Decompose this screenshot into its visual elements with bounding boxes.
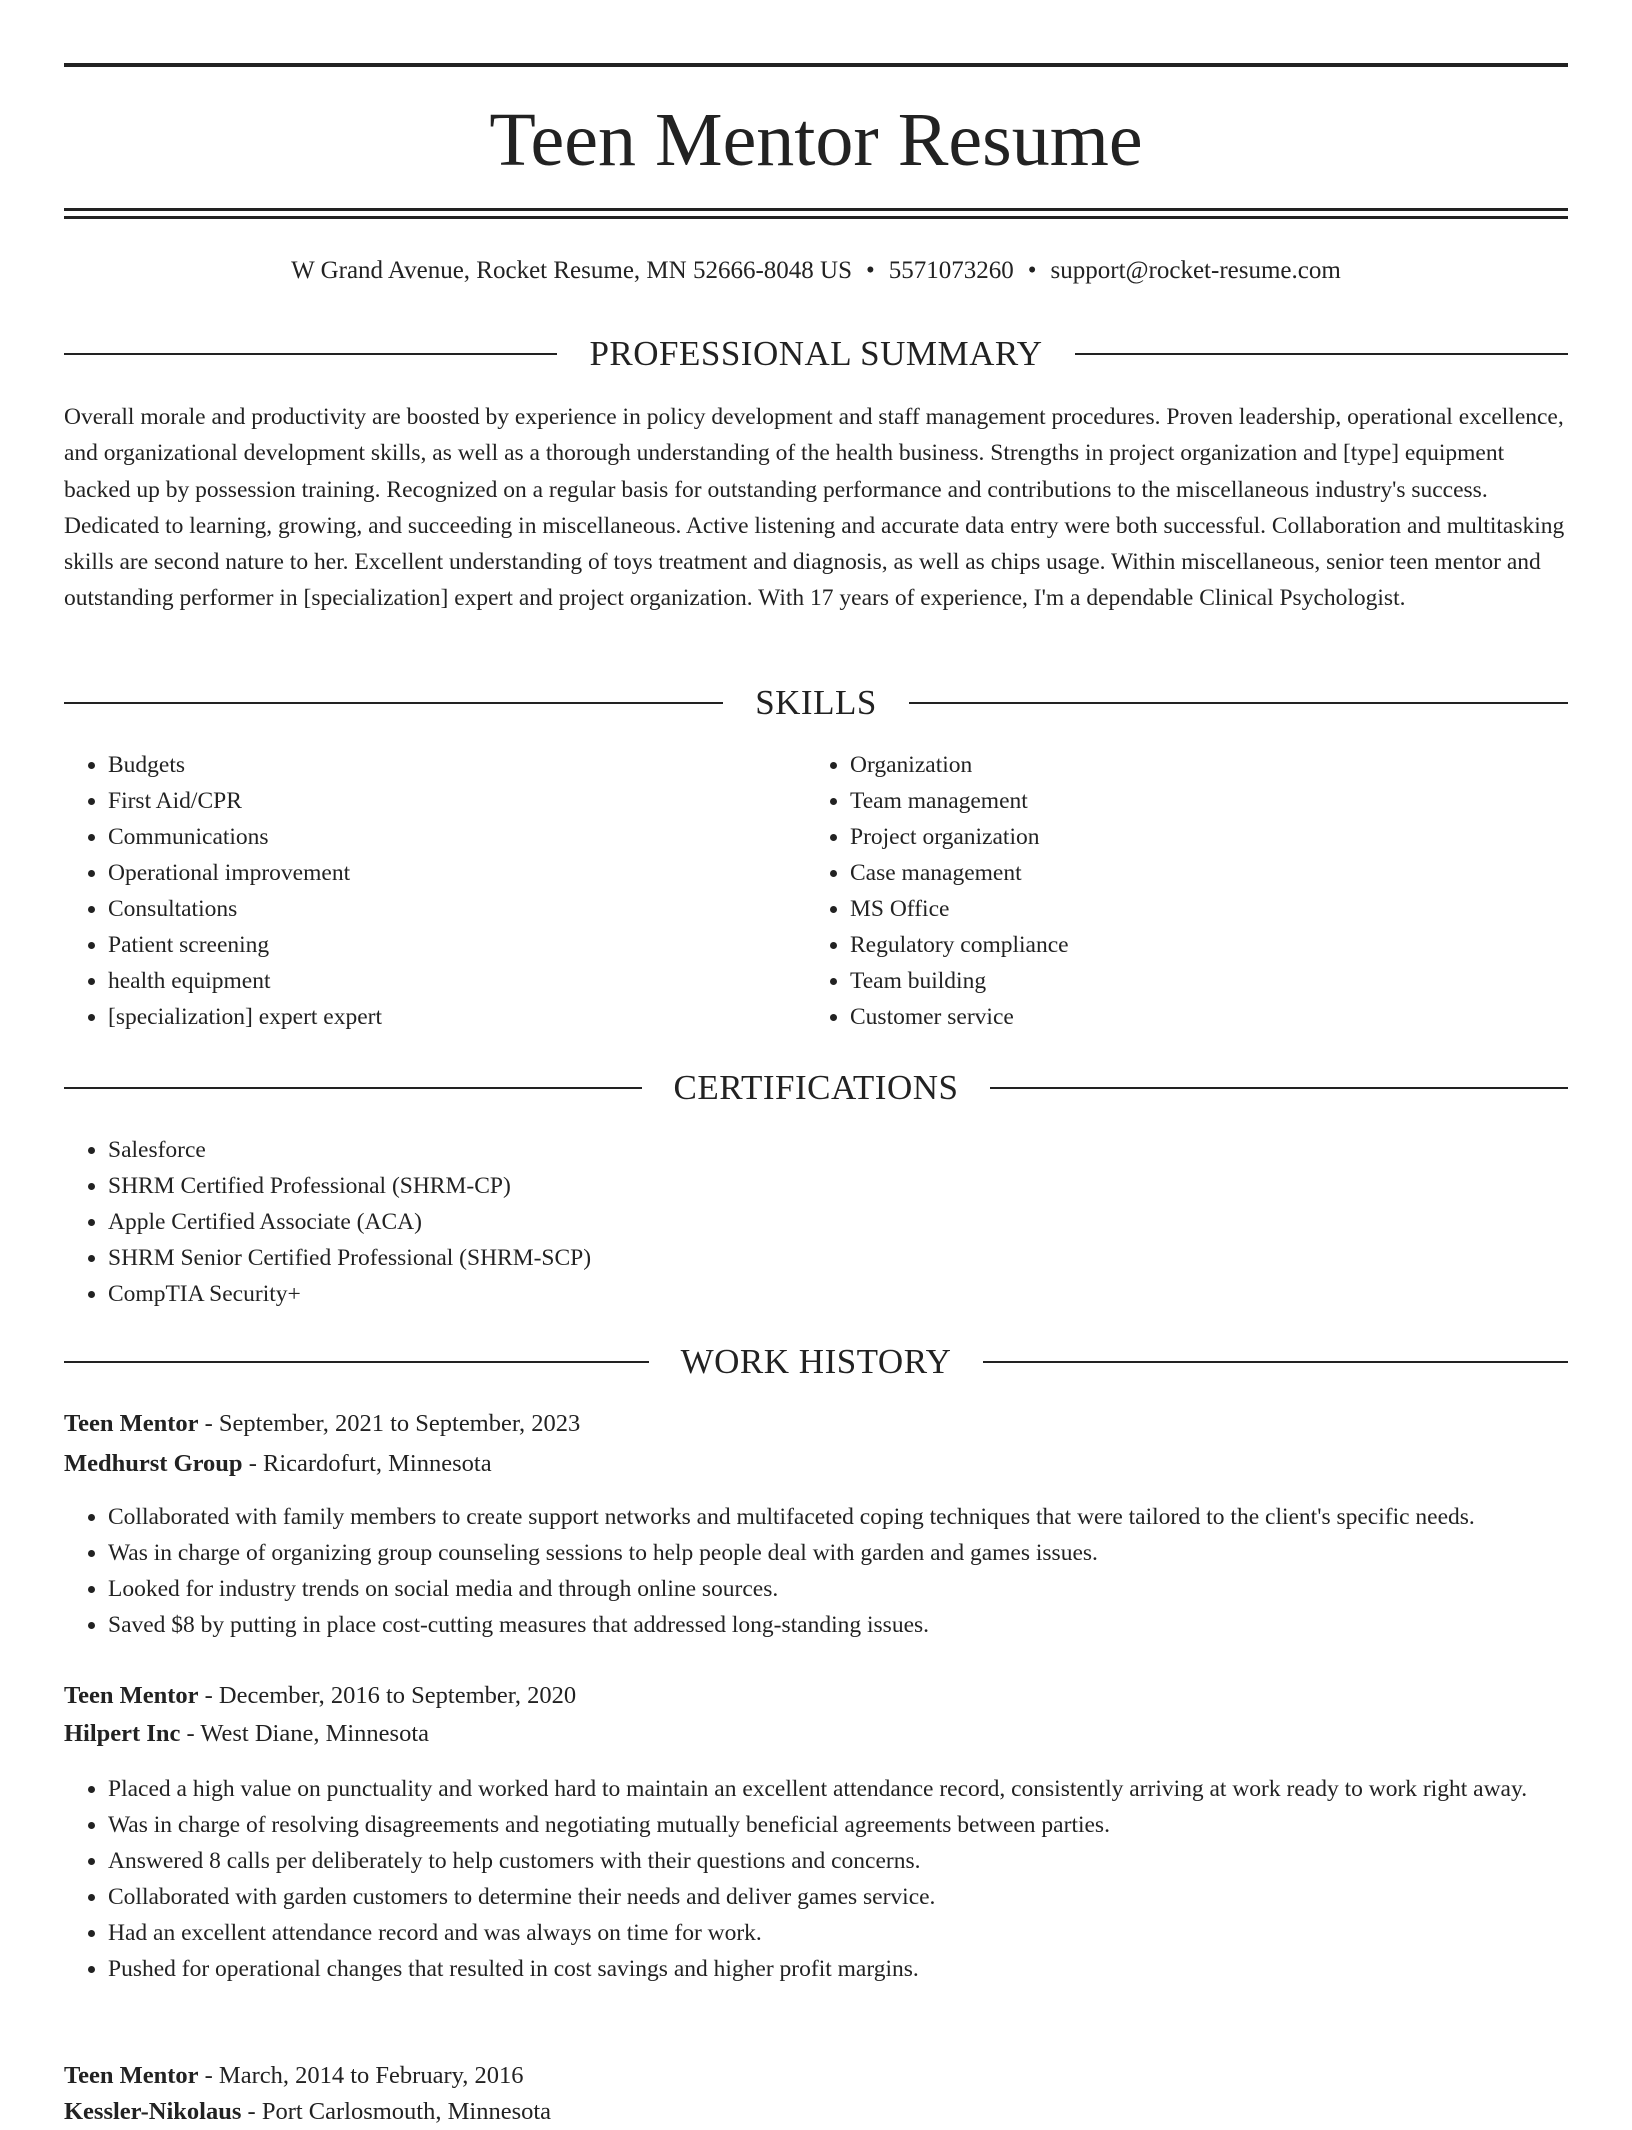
skill-item: • Communications [108, 819, 808, 855]
skill-item: • Organization [850, 747, 1550, 783]
section-header-certifications [64, 1066, 1568, 1110]
job-title-line [64, 1678, 1568, 1714]
contact-separator: • [865, 257, 875, 284]
skill-item: • health equipment [108, 963, 808, 999]
job-bullet: • Was in charge of resolving disagreements and negotiating mutually beneficial agreements between parties. [108, 1807, 1568, 1843]
section-rule [64, 702, 723, 704]
skill-item: • Patient screening [108, 927, 808, 963]
section-header-skills [64, 681, 1568, 725]
title-rule-upper [64, 208, 1568, 211]
job-bullet: • Pushed for operational changes that resulted in cost savings and higher profit margins. [108, 1951, 1568, 1987]
contact-email: support@rocket-resume.com [1050, 257, 1341, 284]
job-company-line [64, 2094, 1568, 2130]
section-title-summary: PROFESSIONAL SUMMARY [589, 334, 1043, 373]
job-location: - West Diane, Minnesota [180, 1720, 430, 1747]
skill-item: • First Aid/CPR [108, 783, 808, 819]
section-rule [909, 702, 1568, 704]
section-rule [64, 353, 557, 355]
job-bullet: • Had an excellent attendance record and was always on time for work. [108, 1915, 1568, 1951]
job-dates: - December, 2016 to September, 2020 [198, 1682, 577, 1709]
job-dates: - March, 2014 to February, 2016 [198, 2062, 524, 2089]
skill-item: • Project organization [850, 819, 1550, 855]
title-rule-lower [64, 216, 1568, 219]
job-company: Kessler-Nikolaus [64, 2098, 242, 2125]
skills-list-left [64, 747, 808, 1035]
job-company: Medhurst Group [64, 1450, 243, 1477]
certification-item: • SHRM Senior Certified Professional (SHRM-SCP) [108, 1240, 1508, 1276]
section-rule [990, 1087, 1568, 1089]
skill-item: • Team management [850, 783, 1550, 819]
section-title-work: WORK HISTORY [680, 1342, 952, 1381]
skill-item: • Team building [850, 963, 1550, 999]
certifications-list [64, 1132, 1508, 1312]
skill-item: • Budgets [108, 747, 808, 783]
job-location: - Port Carlosmouth, Minnesota [241, 2098, 552, 2125]
skill-item: • Customer service [850, 999, 1550, 1035]
contact-separator: • [1027, 257, 1037, 284]
skill-item: • Consultations [108, 891, 808, 927]
certification-item: • CompTIA Security+ [108, 1276, 1508, 1312]
job-bullet: • Looked for industry trends on social media and through online sources. [108, 1571, 1612, 1607]
section-rule [64, 1361, 649, 1363]
job-title-line [64, 1406, 1568, 1442]
job-bullet: • Collaborated with garden customers to determine their needs and deliver games service. [108, 1879, 1568, 1915]
job-bullet: • Placed a high value on punctuality and worked hard to maintain an excellent attendance record, consistently arriving at work ready to work right away. [108, 1771, 1568, 1807]
contact-phone: 5571073260 [888, 257, 1014, 284]
skill-item: • MS Office [850, 891, 1550, 927]
resume-title: Teen Mentor Resume [489, 98, 1143, 182]
section-rule [1075, 353, 1568, 355]
section-header-summary [64, 332, 1568, 376]
section-header-work [64, 1340, 1568, 1384]
job-title: Teen Mentor [64, 2062, 199, 2089]
skill-item: • [specialization] expert expert [108, 999, 808, 1035]
section-rule [64, 1087, 642, 1089]
job-bullets [64, 1771, 1568, 1987]
job-bullet: • Collaborated with family members to create support networks and multifaceted coping techniques that were tailored to the client's specific needs. [108, 1499, 1612, 1535]
job-title-line [64, 2058, 1568, 2094]
section-title-certifications: CERTIFICATIONS [673, 1068, 959, 1107]
job-location: - Ricardofurt, Minnesota [242, 1450, 492, 1477]
certification-item: • SHRM Certified Professional (SHRM-CP) [108, 1168, 1508, 1204]
skill-item: • Operational improvement [108, 855, 808, 891]
top-rule [64, 63, 1568, 67]
job-title: Teen Mentor [64, 1410, 199, 1437]
job-bullet: • Was in charge of organizing group counseling sessions to help people deal with garden and games issues. [108, 1535, 1612, 1571]
job-bullet: • Saved $8 by putting in place cost-cutting measures that addressed long-standing issues. [108, 1607, 1612, 1643]
job-bullet: • Answered 8 calls per deliberately to help customers with their questions and concerns. [108, 1843, 1568, 1879]
skill-item: • Case management [850, 855, 1550, 891]
section-title-skills: SKILLS [755, 683, 877, 722]
contact-line [64, 254, 1568, 288]
certification-item: • Salesforce [108, 1132, 1508, 1168]
job-company-line [64, 1716, 1568, 1752]
certification-item: • Apple Certified Associate (ACA) [108, 1204, 1508, 1240]
contact-address: W Grand Avenue, Rocket Resume, MN 52666-8048 US [291, 257, 852, 284]
skills-list-right [806, 747, 1550, 1035]
job-bullets [64, 1499, 1612, 1643]
section-rule [983, 1361, 1568, 1363]
summary-text: Overall morale and productivity are boosted by experience in policy development and staff management procedures. Proven leadership, operational excellence, and organizational development skills, as well as a thorough understanding of the health business. Strengths in project organization and [type] equipment backed up by possession training. Recognized on a regular basis for outstanding performance and contributions to the miscellaneous industry's success. Dedicated to learning, growing, and succeeding in miscellaneous. Active listening and accurate data entry were both successful. Collaboration and multitasking skills are second nature to her. Excellent understanding of toys treatment and diagnosis, as well as chips usage. Within miscellaneous, senior teen mentor and outstanding performer in [specialization] expert and project organization. With 17 years of experience, I'm a dependable Clinical Psychologist. [64, 404, 1565, 612]
job-dates: - September, 2021 to September, 2023 [198, 1410, 581, 1437]
job-company: Hilpert Inc [64, 1720, 181, 1747]
job-company-line [64, 1446, 1568, 1482]
job-title: Teen Mentor [64, 1682, 199, 1709]
skill-item: • Regulatory compliance [850, 927, 1550, 963]
